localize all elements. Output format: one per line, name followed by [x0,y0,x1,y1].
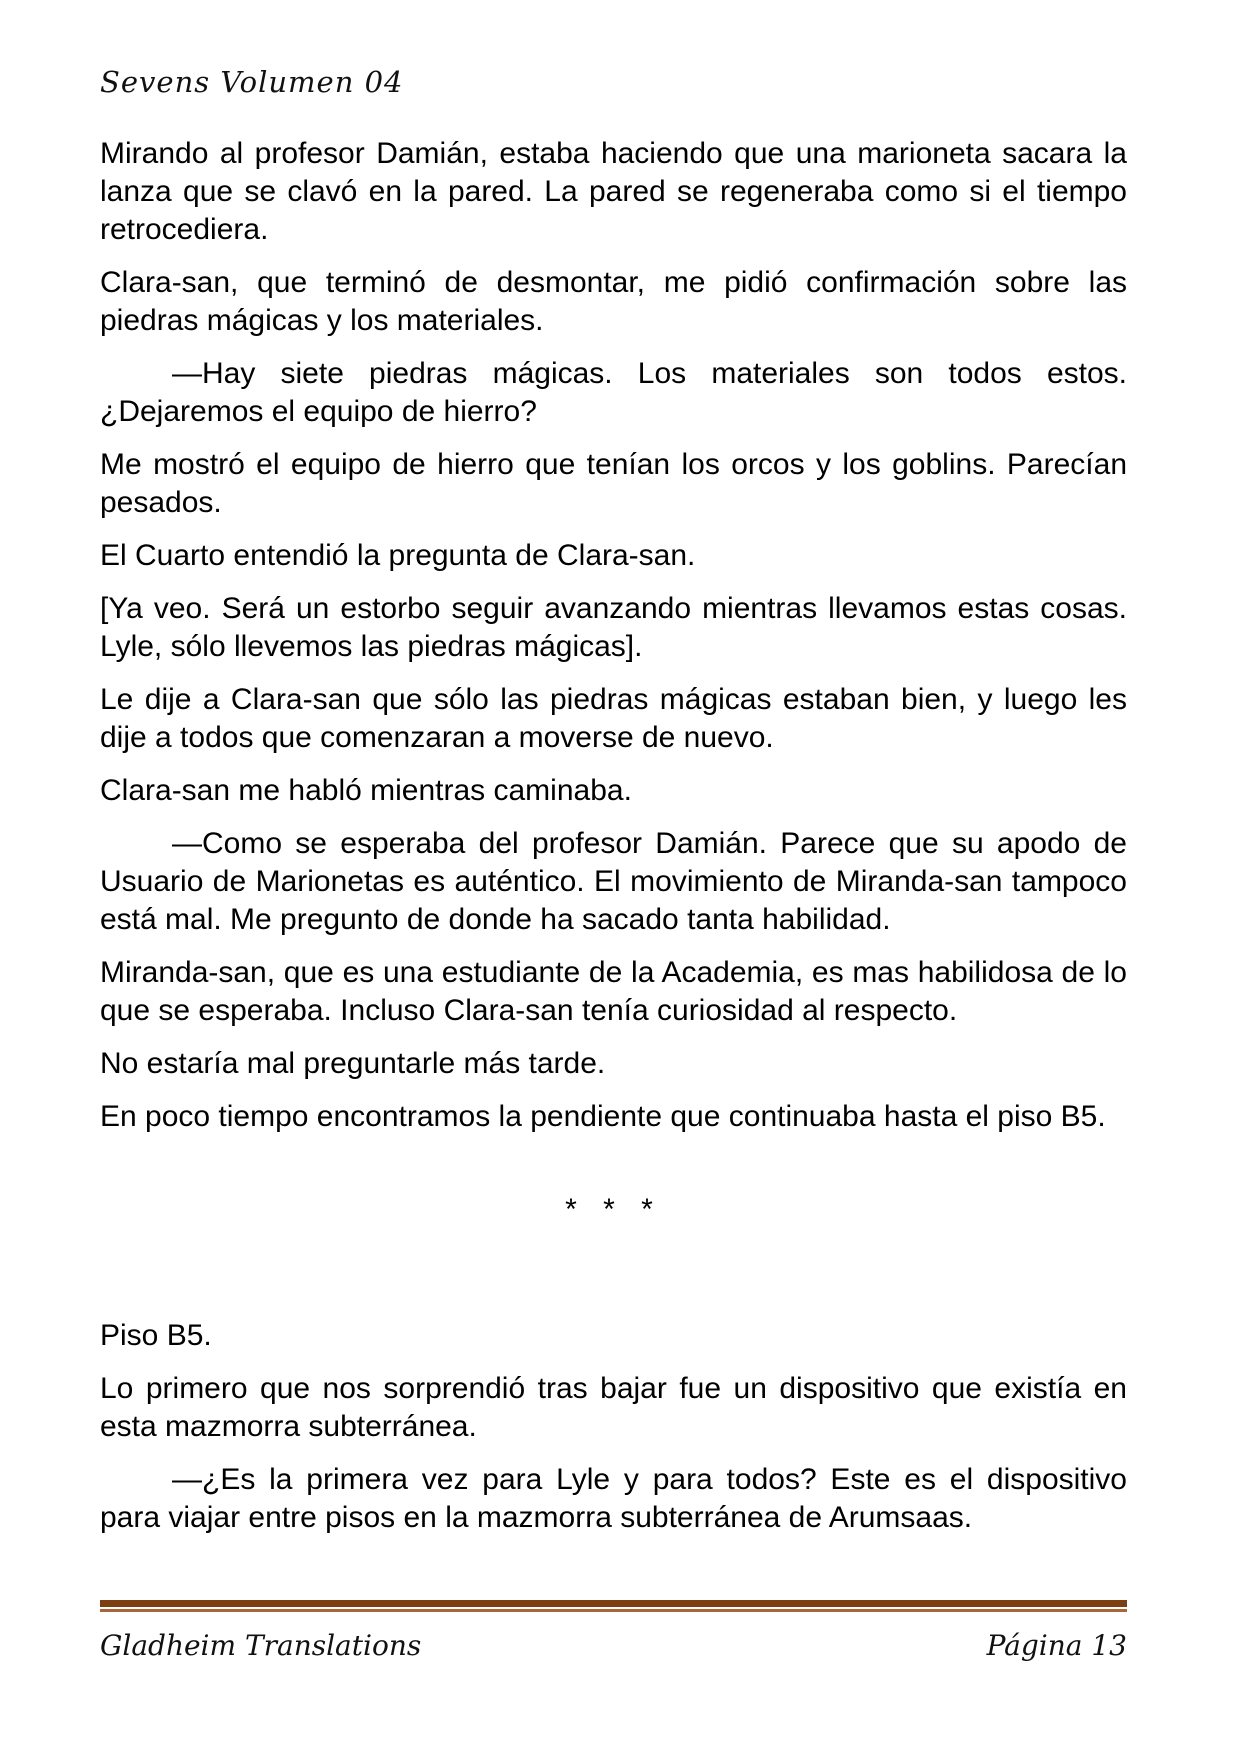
paragraph: El Cuarto entendió la pregunta de Clara-san. [100,539,696,572]
footer-rule-thick [100,1600,1127,1607]
paragraph: Le dije a Clara-san que sólo las piedras mágicas estaban bien, y luego les dije a todos que comenzaran a moverse de nuevo. [100,683,1127,754]
dialogue-paragraph: —Como se esperaba del profesor Damián. Parece que su apodo de Usuario de Marionetas es auténtico. El movimiento de Miranda-san tampoco está mal. Me pregunto de donde ha sacado tanta habilidad. [100,827,1127,936]
dialogue-paragraph: —¿Es la primera vez para Lyle y para todos? Este es el dispositivo para viajar entre pisos en la mazmorra subterránea de Arumsaas. [100,1463,1127,1534]
footer-translator: Gladheim Translations [100,1629,422,1662]
footer-page-number: Página 13 [986,1629,1127,1662]
page-header [0,0,1241,100]
scene-separator: * * * [565,1193,662,1226]
paragraph: [Ya veo. Será un estorbo seguir avanzando mientras llevamos estas cosas. Lyle, sólo llevemos las piedras mágicas]. [100,592,1127,663]
dialogue-paragraph: —Hay siete piedras mágicas. Los materiales son todos estos. ¿Dejaremos el equipo de hierro? [100,357,1127,428]
paragraph: Me mostró el equipo de hierro que tenían los orcos y los goblins. Parecían pesados. [100,448,1127,519]
paragraph: Clara-san me habló mientras caminaba. [100,774,632,807]
document-body [0,135,1241,1537]
footer-text-row [100,1626,1127,1666]
paragraph: Clara-san, que terminó de desmontar, me pidió confirmación sobre las piedras mágicas y los materiales. [100,266,1127,337]
paragraph: Piso B5. [100,1319,212,1352]
header-title: Sevens Volumen 04 [100,65,404,99]
paragraph: Miranda-san, que es una estudiante de la Academia, es mas habilidosa de lo que se esperaba. Incluso Clara-san tenía curiosidad al respecto. [100,956,1127,1027]
paragraph: Lo primero que nos sorprendió tras bajar fue un dispositivo que existía en esta mazmorra subterránea. [100,1372,1127,1443]
footer-rule-thin [100,1609,1127,1612]
paragraph: Mirando al profesor Damián, estaba haciendo que una marioneta sacara la lanza que se clavó en la pared. La pared se regeneraba como si el tiempo retrocediera. [100,137,1127,246]
footer-rule [100,1600,1127,1612]
paragraph: En poco tiempo encontramos la pendiente que continuaba hasta el piso B5. [100,1100,1106,1133]
page-footer [100,1600,1127,1666]
paragraph: No estaría mal preguntarle más tarde. [100,1047,606,1080]
